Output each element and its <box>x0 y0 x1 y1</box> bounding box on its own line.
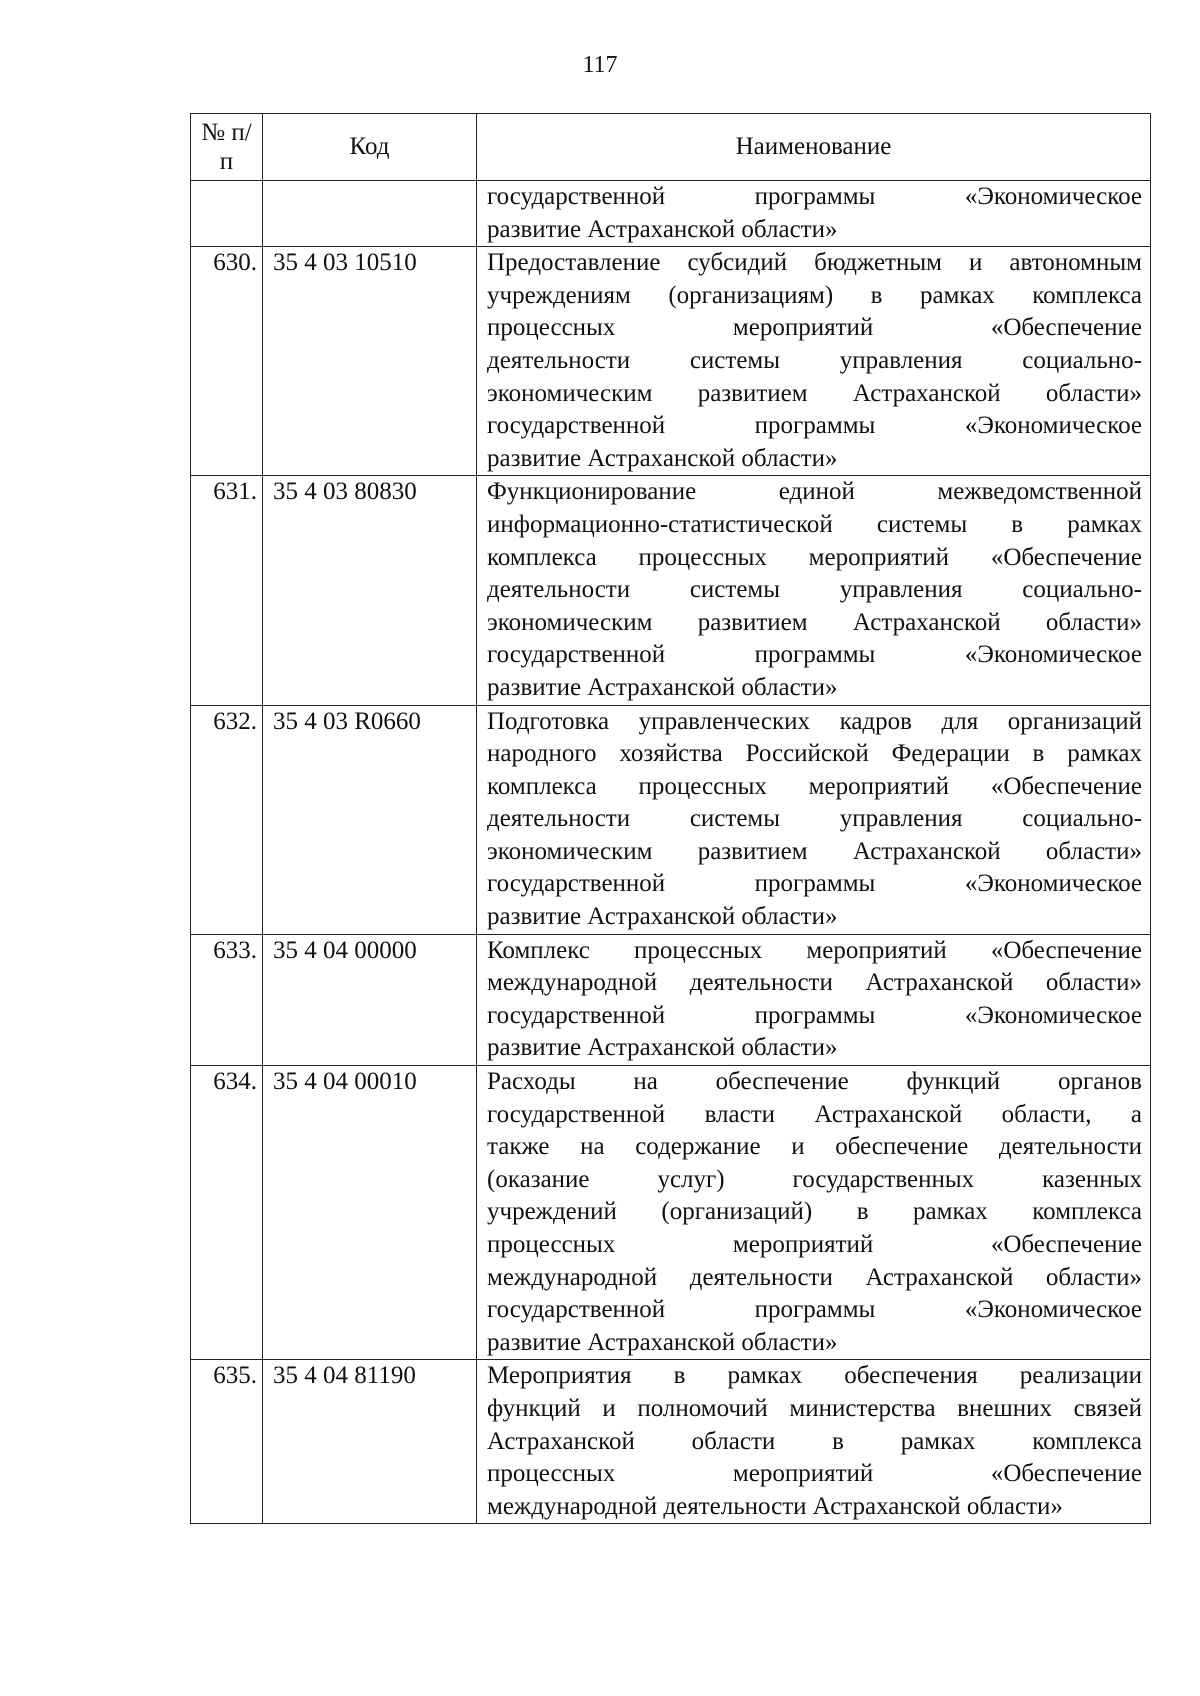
row-name-line: деятельности системы управления социально- <box>487 346 1142 374</box>
row-number: 633. <box>191 934 263 1065</box>
table-row <box>191 1066 1151 1360</box>
row-name-line: международной деятельности Астраханской области» <box>487 1263 1142 1291</box>
row-name-line: Мероприятия в рамках обеспечения реализации <box>487 1362 1142 1390</box>
row-code: 35 4 04 00000 <box>263 934 477 1065</box>
table-row <box>191 934 1151 1065</box>
row-number: 631. <box>191 476 263 705</box>
column-header-name: Наименование <box>477 114 1151 181</box>
row-name-line: развитие Астраханской области» <box>487 444 838 472</box>
row-name-line: экономическим развитием Астраханской области» <box>487 608 1142 636</box>
row-name-line: государственной власти Астраханской области, а <box>487 1100 1142 1128</box>
row-name-line: государственной программы «Экономическое <box>487 183 1142 210</box>
table-header-row <box>191 114 1151 181</box>
row-name-line: Астраханской области в рамках комплекса <box>487 1427 1142 1455</box>
row-name-line: Функционирование единой межведомственной <box>487 478 1142 506</box>
row-name <box>477 1360 1151 1524</box>
row-code: 35 4 03 R0660 <box>263 705 477 934</box>
row-name <box>477 181 1151 247</box>
page-number: 117 <box>582 52 618 78</box>
row-name-line: государственной программы «Экономическое <box>487 412 1142 440</box>
row-name-line: народного хозяйства Российской Федерации в рамках <box>487 740 1142 768</box>
budget-code-table <box>190 113 1151 1524</box>
row-name-line: развитие Астраханской области» <box>487 1328 838 1356</box>
row-name-line: экономическим развитием Астраханской области» <box>487 379 1142 407</box>
row-name-line: учреждениям (организациям) в рамках комплекса <box>487 281 1142 309</box>
row-name <box>477 476 1151 705</box>
row-name-line: также на содержание и обеспечение деятельности <box>487 1133 1142 1161</box>
row-name-line: процессных мероприятий «Обеспечение <box>487 1231 1142 1258</box>
row-name-line: развитие Астраханской области» <box>487 673 838 701</box>
row-name-line: Комплекс процессных мероприятий «Обеспечение <box>487 936 1142 964</box>
row-name-line: комплекса процессных мероприятий «Обеспечение <box>487 772 1142 800</box>
table-row <box>191 476 1151 705</box>
row-name-line: международной деятельности Астраханской области» <box>487 1492 1063 1520</box>
row-name <box>477 247 1151 476</box>
row-name-line: комплекса процессных мероприятий «Обеспечение <box>487 543 1142 571</box>
row-name-line: экономическим развитием Астраханской области» <box>487 837 1142 865</box>
row-name-line: деятельности системы управления социально- <box>487 805 1142 833</box>
table-header <box>191 114 1151 181</box>
row-name-line: государственной программы «Экономическое <box>487 1296 1142 1324</box>
row-name-line: государственной программы «Экономическое <box>487 870 1142 898</box>
row-name <box>477 1066 1151 1360</box>
row-name-line: Подготовка управленческих кадров для организаций <box>487 707 1142 735</box>
row-name-line: развитие Астраханской области» <box>487 1034 838 1062</box>
row-code: 35 4 04 00010 <box>263 1066 477 1360</box>
row-name-line: деятельности системы управления социально- <box>487 576 1142 604</box>
row-name-line: международной деятельности Астраханской области» <box>487 969 1142 997</box>
row-code: 35 4 03 80830 <box>263 476 477 705</box>
row-code <box>263 181 477 247</box>
row-name-line: государственной программы «Экономическое <box>487 1001 1142 1029</box>
row-name-line: государственной программы «Экономическое <box>487 641 1142 669</box>
row-number: 630. <box>191 247 263 476</box>
row-name-line: Предоставление субсидий бюджетным и автономным <box>487 249 1142 277</box>
row-name-line: информационно-статистической системы в рамках <box>487 510 1142 538</box>
row-number <box>191 181 263 247</box>
row-number: 632. <box>191 705 263 934</box>
row-name-line: учреждений (организаций) в рамках комплекса <box>487 1198 1142 1226</box>
table-row <box>191 181 1151 247</box>
table-body <box>191 181 1151 1524</box>
row-name-line: развитие Астраханской области» <box>487 215 838 243</box>
row-name-line: Расходы на обеспечение функций органов <box>487 1068 1142 1096</box>
row-name-line: развитие Астраханской области» <box>487 903 838 931</box>
table-row <box>191 1360 1151 1524</box>
row-name <box>477 934 1151 1065</box>
row-code: 35 4 04 81190 <box>263 1360 477 1524</box>
row-name-line: процессных мероприятий «Обеспечение <box>487 1460 1142 1488</box>
table-row <box>191 247 1151 476</box>
row-number: 635. <box>191 1360 263 1524</box>
row-name-line: процессных мероприятий «Обеспечение <box>487 314 1142 342</box>
row-name <box>477 705 1151 934</box>
table-row <box>191 705 1151 934</box>
row-code: 35 4 03 10510 <box>263 247 477 476</box>
row-name-line: функций и полномочий министерства внешних связей <box>487 1394 1142 1422</box>
column-header-number: № п/п <box>191 114 263 181</box>
column-header-code: Код <box>263 114 477 181</box>
row-name-line: (оказание услуг) государственных казенных <box>487 1165 1142 1193</box>
row-number: 634. <box>191 1066 263 1360</box>
